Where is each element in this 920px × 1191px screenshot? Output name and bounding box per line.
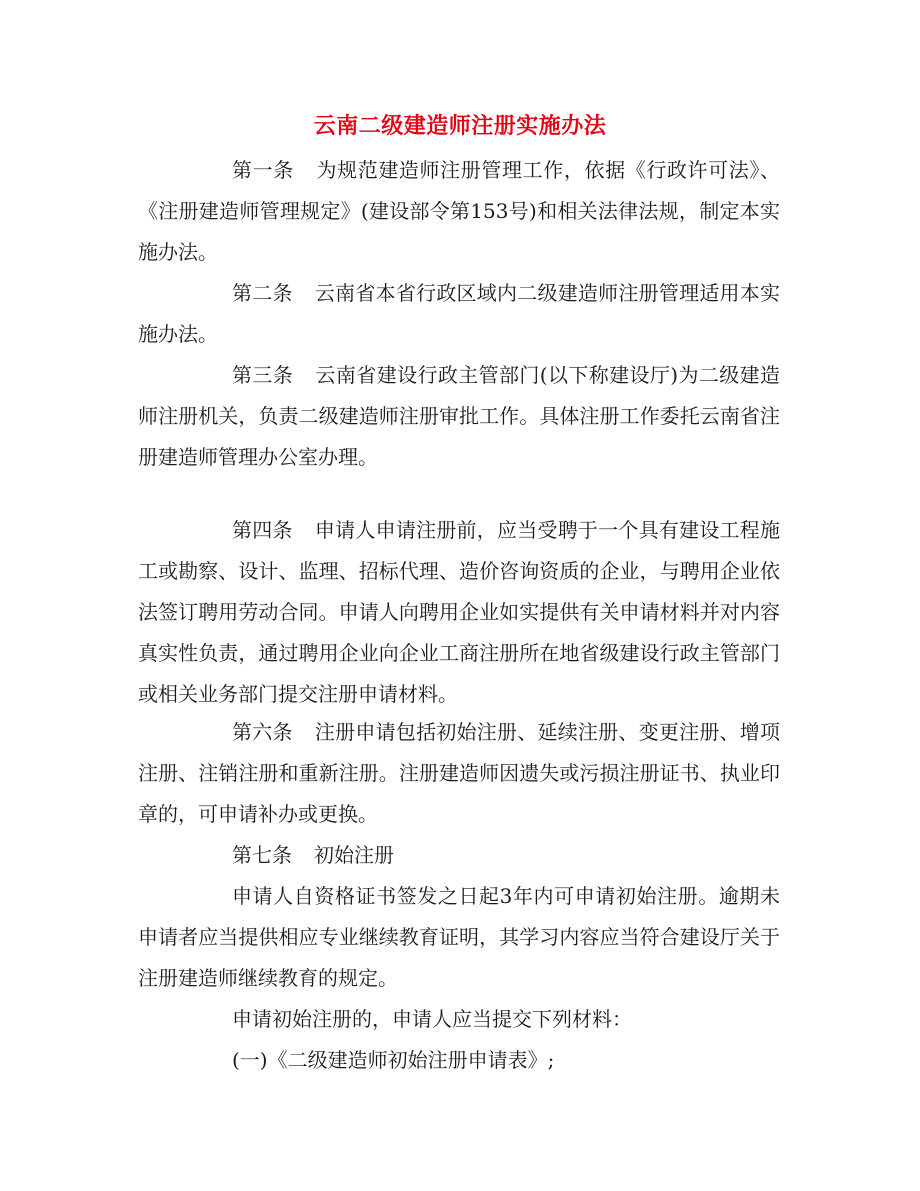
article-6 [138,712,780,835]
article-label: 第六条 [232,720,293,744]
body-paragraph: 申请初始注册的，申请人应当提交下列材料： [232,1007,632,1031]
article-label: 第七条 [232,843,292,867]
article-text: 为规范建造师注册管理工作，依据《行政许可法》、《注册建造师管理规定》(建设部令第153号)和相关法律法规，制定本实施办法。 [138,158,781,264]
article-2 [138,273,780,355]
article-label: 第一条 [232,158,294,182]
article-text: 云南省本省行政区域内二级建造师注册管理适用本实施办法。 [138,281,781,346]
body-paragraph: (一)《二级建造师初始注册申请表》; [232,1048,555,1072]
article-text: 初始注册 [314,843,394,867]
document-title: 云南二级建造师注册实施办法 [313,113,607,139]
article-text: 注册申请包括初始注册、延续注册、变更注册、增项注册、注销注册和重新注册。注册建造师因遗失或污损注册证书、执业印章的，可申请补办或更换。 [138,720,781,826]
article-1 [138,150,780,273]
article-text: 云南省建设行政主管部门(以下称建设厅)为二级建造师注册机关，负责二级建造师注册审批工作。具体注册工作委托云南省注册建造师管理办公室办理。 [138,363,780,469]
article-7 [138,835,780,876]
article-3 [138,355,780,478]
article-4 [138,510,780,715]
article-label: 第二条 [232,281,293,305]
article-text: 申请人申请注册前，应当受聘于一个具有建设工程施工或勘察、设计、监理、招标代理、造价咨询资质的企业，与聘用企业依法签订聘用劳动合同。申请人向聘用企业如实提供有关申请材料并对内容真实性负责，通过聘用企业向企业工商注册所在地省级建设行政主管部门或相关业务部门提交注册申请材料。 [138,518,781,706]
article-label: 第三条 [232,363,294,387]
body-paragraph: 申请人自资格证书签发之日起3年内可申请初始注册。逾期未申请者应当提供相应专业继续教育证明，其学习内容应当符合建设厅关于注册建造师继续教育的规定。 [138,884,780,990]
article-label: 第四条 [232,518,293,542]
